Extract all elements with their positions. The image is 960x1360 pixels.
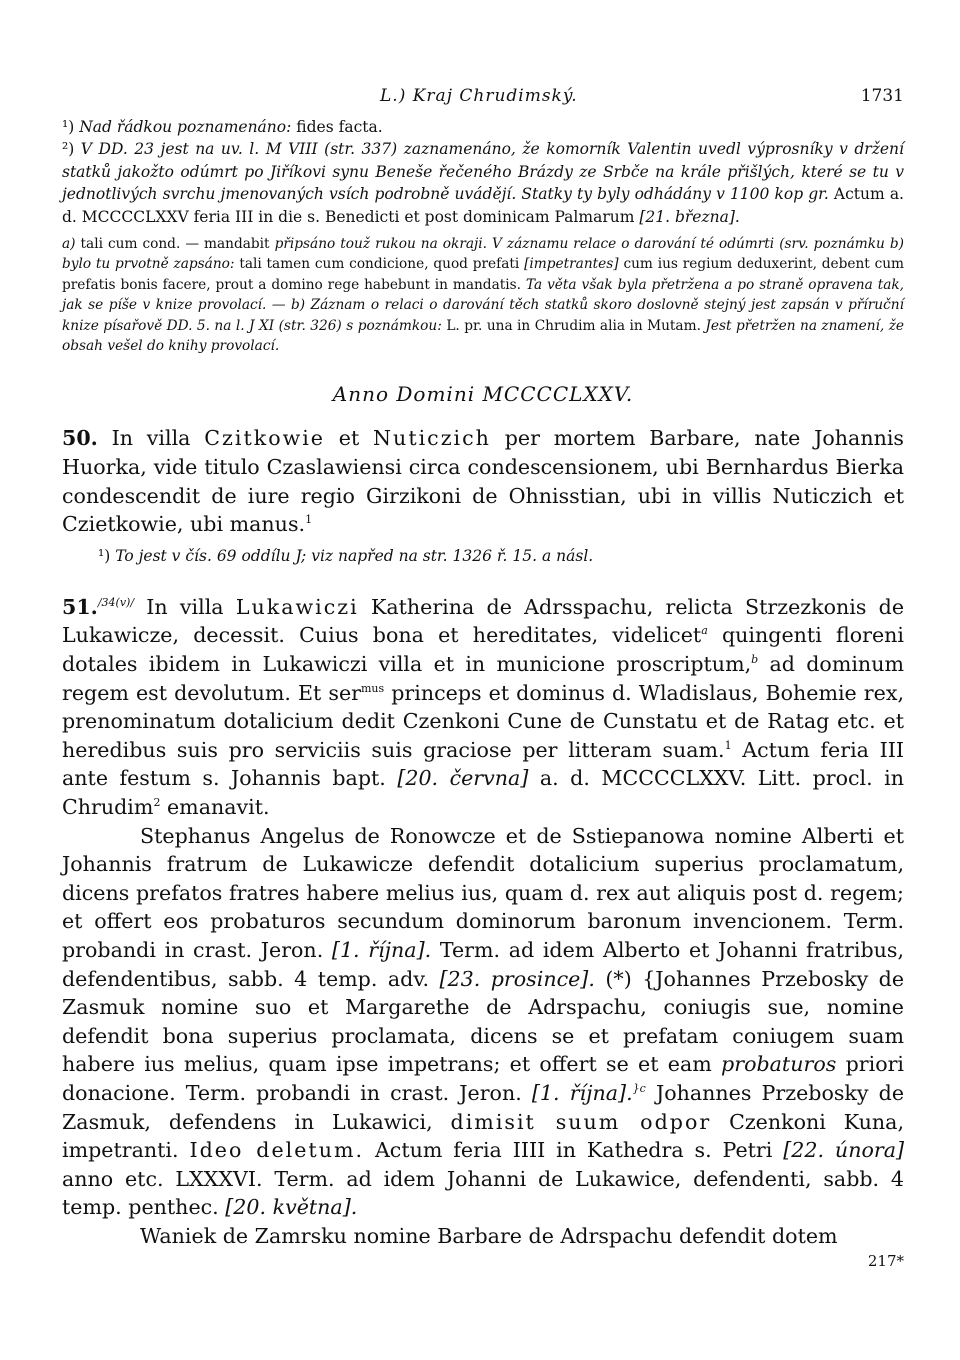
footnote-date: [21. března]. [639, 207, 740, 226]
place-name: Nuticzich [373, 426, 491, 451]
footnote-text: Actum a. d. MCCCCLXXV feria III in die s. Benedicti et post dominicam Palmarum [62, 185, 904, 226]
footnote-marker: ¹) [62, 118, 75, 136]
page [62, 86, 904, 1251]
footnote-text-italic: V DD. 23 jest na uv. l. M VIII (str. 337) zaznamenáno, že komorník Valentin uvedl výprosníky v držení statků jakožto odúmrt po Jiříkovi synu Beneše řečeného Brázdy ze Srbče na krále přišlých, které se tu v jednotlivých svrchu jmenovaných vsích podrobně uvádějí. Statky ty byly odhádány v 1100 kop gr. [62, 140, 904, 204]
entry-text: emanavit. [166, 795, 270, 819]
entry-51-para-3 [62, 1222, 904, 1251]
entry-text: Actum feria IIII in Kathedra s. Petri [374, 1138, 773, 1163]
entry-text: In villa [146, 594, 224, 619]
entry-text: Johannes Przebosky de Zasmuk, defendens in Lukawici, [62, 1080, 905, 1134]
editor-date: [1. října]. [531, 1080, 633, 1105]
entry-text: quingenti floreni dotales ibidem in Lukawiczi villa et in municione proscriptum, [62, 623, 905, 677]
note-reference: b) [889, 236, 904, 253]
note-text-italic: bylo tu prvotně zapsáno: [62, 256, 235, 273]
note-text-italic: Jest přetržen na znamení, že obsah vešel do knihy provolací. [62, 317, 905, 355]
footnote-2 [62, 138, 904, 228]
footnote-text: fides facta. [296, 118, 383, 136]
folio-mark: /34(v)/ [97, 595, 135, 609]
note-text-italic: připsáno touž rukou na okraji. V záznamu relace o darování té odúmrti (srv. poznámku [274, 236, 885, 253]
editor-date: [20. června] [397, 766, 529, 791]
entry-text: Actum feria III ante festum s. Johannis bapt. [62, 737, 905, 791]
entry-text: Waniek de Zamrsku nomine Barbare de Adrspachu defendit dotem [140, 1223, 838, 1248]
entry-51 [62, 593, 904, 822]
footnote-ref: 2 [153, 796, 161, 810]
note-text: tali tamen cum condicione, quod prefati [239, 256, 520, 273]
entry-text: {Johannes Przebosky de Zasmuk nomine suo et Margarethe de Adrspachu, coniugis sue, nomine defendit bona superius proclamata, dicens se et prefatam coniugem suam habere ius melius, quam ipse impetrans; et offert se et eam [62, 966, 905, 1077]
spaced-text: dimisit suum odpor [450, 1109, 712, 1134]
entry-number: 50. [62, 426, 98, 451]
note-text-italic: Ta věta však byla přetržena a po straně opravena tak, jak se píše v knize provolací. — [62, 276, 904, 314]
entry-text: In villa [111, 426, 191, 451]
entry-text: Term. ad idem Alberto et Johanni fratribus, defendentibus, sabb. 4 temp. adv. [62, 937, 905, 991]
note-ref: b [751, 653, 759, 667]
entry-text: Stephanus Angelus de Ronowcze et de Sstiepanowa nomine Alberti et Johannis fratrum de Lukawicze defendit dotalicium superius proclamatum, dicens prefatos fratres habere melius ius, quam d. rex aut aliquis post d. regem; et offert eos probaturos secundum dominorum baronum invencionem. Term. probandi in crast. Jeron. [62, 823, 904, 962]
entry-text: Katherina de Adrsspachu, relicta Strzezkonis de Lukawicze, decessit. Cuius bona et hereditates, videlicet [62, 594, 905, 648]
signature-mark: 217* [867, 1252, 904, 1270]
place-name: Lukawiczi [235, 594, 359, 619]
note-text-italic: [impetrantes] [524, 256, 619, 273]
editor-date: [22. února] [783, 1138, 905, 1163]
entry-50-footnote [62, 547, 904, 565]
note-ref: a [701, 624, 708, 638]
note-marker: a) [62, 236, 76, 253]
note-text: cum ius regium deduxerint, debent cum prefatis bonis facere, prout a domino rege habebunt in mandatis. [62, 256, 905, 293]
note-text: tali cum cond. — mandabit [80, 236, 270, 253]
editor-date: [1. října]. [331, 937, 432, 962]
footnote-ref: 1 [724, 738, 732, 752]
entry-text: priori donacione. Term. probandi in crast. Jeron. [62, 1052, 905, 1105]
note-ref: }c [632, 1082, 646, 1096]
note-text-italic: Záznam o relaci o darování těch statků skoro doslovně stejný jest zapsán v příruční knize písařově DD. 5. na l. J XI (str. 326) s poznámkou: [62, 297, 904, 334]
entry-text: a. d. MCCCCLXXV. Litt. procl. in Chrudim [62, 766, 905, 819]
note-text: L. pr. una in Chrudim alia in Mutam. [446, 317, 701, 334]
footnote-1 [62, 116, 904, 138]
footnote-marker: ²) [62, 140, 75, 159]
abbrev-sup: mus [360, 681, 385, 695]
footnote-marker: ¹) [98, 546, 111, 565]
year-heading: Anno Domini MCCCCLXXV. [332, 382, 634, 407]
entry-text: (*) [605, 966, 632, 991]
note-marker: b) [291, 297, 306, 314]
entry-51-para-2 [62, 822, 904, 1222]
entry-text: et [338, 426, 360, 451]
editor-date: [23. prosince]. [439, 966, 595, 991]
entry-number: 51. [62, 594, 98, 619]
entry-text: princeps et dominus d. Wladislaus, Bohemie rex, prenominatum dotalicium dedit Czenkoni Cune de Cunstatu et de Ratag etc. et heredibus suis pro serviciis suis graciose per litteram suam. [62, 680, 904, 762]
entry-text: Czenkoni Kuna, impetranti. [62, 1109, 905, 1163]
footnote-text-italic: Nad řádkou poznamenáno: [79, 118, 292, 136]
entry-text: per mortem Barbare, nate Johannis Huorka, vide titulo Czaslawiensi circa condescensionem, ubi Bernhardus Bierka condescendit de iure regio Girzikoni de Ohnisstian, ubi in villis Nuticzich et Czietkowie, ubi manus. [62, 426, 905, 537]
page-number: 1731 [860, 86, 904, 106]
footnote-ref: 1 [305, 513, 313, 527]
entry-text-italic: probaturos [721, 1052, 837, 1077]
entry-text: ad dominum regem est devolutum. Et ser [62, 652, 904, 705]
running-title: L.) Kraj Chrudimský. [380, 86, 578, 106]
spaced-text: Ideo deletum. [189, 1138, 365, 1163]
place-name: Czitkowie [204, 426, 325, 451]
entry-text: anno etc. LXXXVI. Term. ad idem Johanni de Lukawice, defendenti, sabb. 4 temp. penthec. [62, 1166, 904, 1220]
entry-50 [62, 424, 904, 538]
footnote-text-italic: To jest v čís. 69 oddílu J; viz napřed na str. 1326 ř. 15. a násl. [115, 546, 594, 565]
editor-date: [20. května]. [225, 1195, 358, 1220]
running-head [62, 86, 904, 116]
critical-note-a [62, 234, 904, 356]
